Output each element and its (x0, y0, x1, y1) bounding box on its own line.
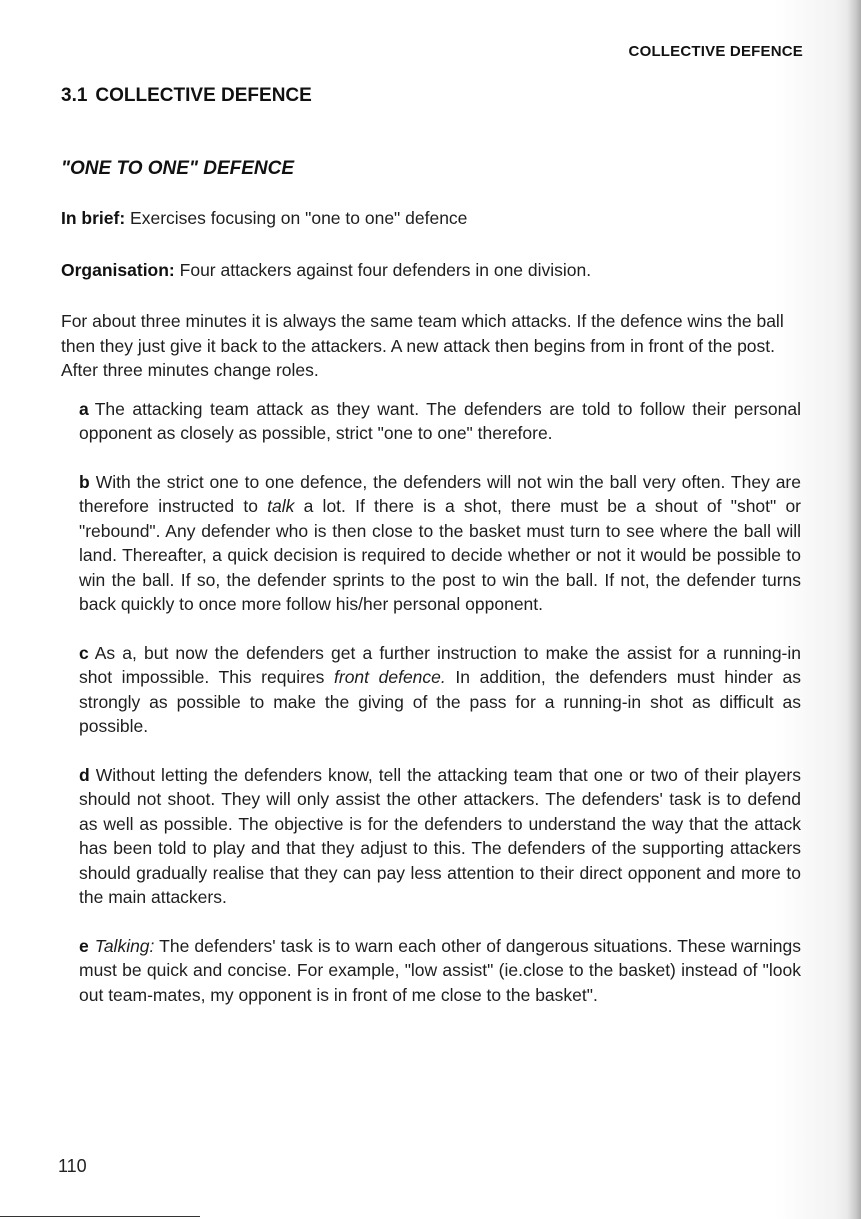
organisation-paragraph (61, 258, 801, 283)
footer-rule (0, 1216, 200, 1217)
organisation-text: Four attackers against four defenders in one division. (179, 259, 592, 280)
exercise-list (61, 397, 801, 1008)
page-body (61, 206, 801, 1031)
subsection-title: "ONE TO ONE" DEFENCE (61, 158, 295, 179)
in-brief-paragraph (61, 206, 801, 231)
section-title (61, 85, 312, 107)
section-number: 3.1 (61, 85, 88, 106)
item-text: With the strict one to one defence, the defenders will not win the ball very often. They are therefore instructed to (79, 471, 801, 516)
exercise-item-a (79, 397, 801, 446)
section-title-text: COLLECTIVE DEFENCE (95, 85, 312, 106)
item-letter: e (79, 935, 89, 956)
item-letter: c (79, 642, 89, 663)
page-edge-shadow (847, 0, 861, 1219)
exercise-item-b (79, 470, 801, 617)
running-header: COLLECTIVE DEFENCE (628, 43, 803, 60)
intro-paragraph: For about three minutes it is always the same team which attacks. If the defence wins the ball then they just give it back to the attackers. A new attack then begins from in front of the post. After three minutes change roles. (61, 311, 784, 380)
item-text: As a, but now the defenders get a further instruction to make the assist for a running-in shot impossible. This requires (79, 642, 801, 687)
page-number: 110 (58, 1156, 87, 1176)
exercise-item-c (79, 641, 801, 739)
item-letter: b (79, 471, 90, 492)
item-text: a lot. If there is a shot, there must be a shout of "shot" or "rebound". Any defender who is then close to the basket must turn to see where the ball will land. Thereafter, a quick decision is required to decide whether or not it would be possible to win the ball. If so, the defender sprints to the post to win the ball. If not, the defender turns back quickly to once more follow his/her personal opponent. (79, 496, 802, 614)
exercise-item-d (79, 763, 801, 910)
in-brief-label: In brief: (61, 208, 126, 228)
in-brief-text: Exercises focusing on "one to one" defence (130, 208, 468, 228)
item-text: The defenders' task is to warn each other of dangerous situations. These warnings must be quick and concise. For example, "low assist" (ie.close to the basket) instead of "look out team-mates, my opponent is in front of me close to the basket". (79, 935, 801, 1005)
organisation-label: Organisation: (61, 259, 175, 280)
item-text: In addition, the defenders must hinder as strongly as possible to make the giving of the pass for a running-in shot as difficult as possible. (79, 667, 801, 736)
item-emphasis: talk (267, 496, 295, 516)
item-letter: a (79, 398, 89, 419)
item-text: The attacking team attack as they want. The defenders are told to follow their personal opponent as closely as possible, strict "one to one" therefore. (79, 398, 801, 443)
item-letter: d (79, 764, 90, 785)
exercise-item-e (79, 934, 801, 1008)
item-emphasis: front defence. (334, 667, 446, 687)
item-emphasis: Talking: (94, 935, 155, 956)
item-text: Without letting the defenders know, tell the attacking team that one or two of their players should not shoot. They will only assist the other attackers. The defenders' task is to defend as well as possible. The objective is for the defenders to understand the way that the attack has been told to play and that they adjust to this. The defenders of the supporting attackers should gradually realise that they can pay less attention to their direct opponent and more to the main attackers. (79, 764, 801, 907)
